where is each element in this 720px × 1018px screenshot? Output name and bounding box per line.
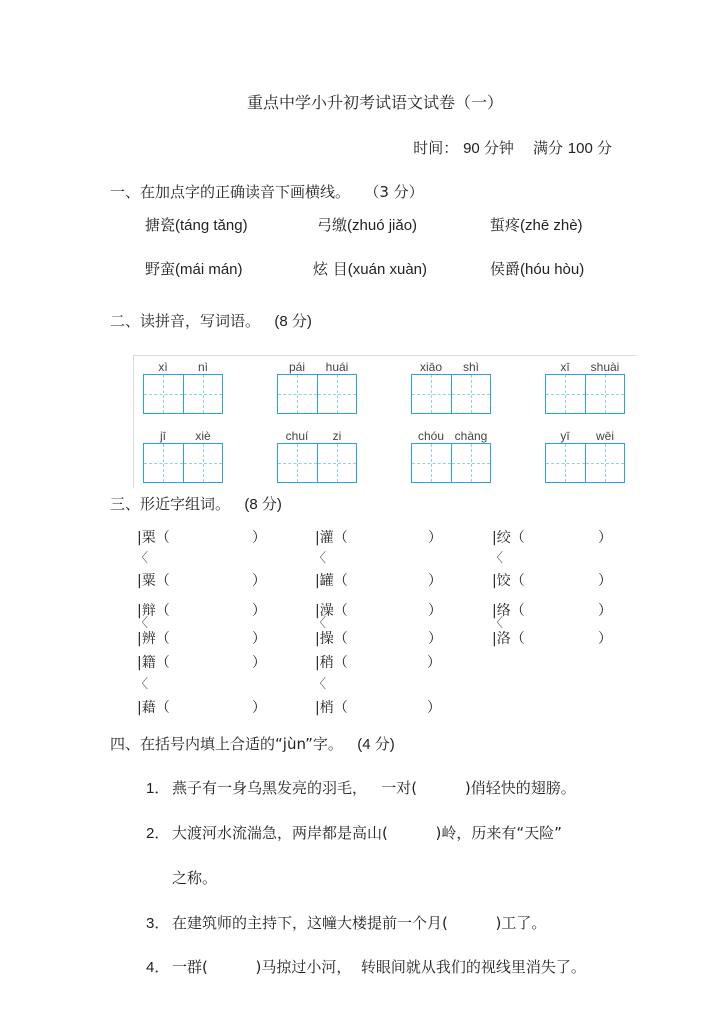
pinyin: xì [158,360,168,374]
char-b: |梢（ [315,700,348,716]
pinyin: yī [560,429,570,443]
similar-char-pair [135,652,307,716]
tian-grid[interactable] [277,374,357,414]
pinyin: shuài [590,360,620,374]
word: 野蛮 [145,260,176,278]
char-a: |澡（ [315,603,348,619]
pinyin-options[interactable]: (táng tǎng) [175,217,248,234]
pronunciation-item [490,262,584,277]
answer-blank[interactable]: ） [252,530,266,546]
char-b: |洛（ [492,631,525,647]
char-b: |藉（ [137,700,170,716]
brace-icon: 〈 [135,616,149,631]
word: 蜇疼 [490,216,521,234]
pinyin: pái [288,360,305,374]
section4-heading [110,737,395,752]
char-a: |辩（ [137,603,170,619]
pinyin-options[interactable]: (mái mán) [175,261,243,278]
brace-icon: 〈 [313,616,327,631]
answer-blank[interactable]: ） [428,573,442,589]
brace-icon: 〈 [313,676,327,692]
section3-points: (8 分) [244,496,282,513]
time-label: 时间： [413,139,459,157]
time-value: 90 分钟 [463,140,514,157]
answer-blank[interactable]: ） [428,530,442,546]
tian-grid[interactable] [545,443,625,483]
answer-blank[interactable]: ） [598,603,612,619]
word: 侯爵 [490,260,521,278]
tian-grid[interactable] [277,443,357,483]
section2-heading [110,314,312,329]
section4-title: 四、在括号内填上合适的“jùn”字。 [110,735,343,753]
answer-blank[interactable]: ） [252,655,266,671]
pinyin-options[interactable]: (zhē zhè) [520,217,583,234]
fill-in-question[interactable] [146,871,217,886]
tian-grid[interactable] [411,443,491,483]
pronunciation-item [313,262,427,277]
answer-blank[interactable]: ） [252,631,266,647]
word: 弓缴 [317,216,348,234]
tian-grid[interactable] [143,374,223,414]
question-text: 燕子有一身乌黑发亮的羽毛， 一对( )俏轻快的翅膀。 [172,779,576,797]
fill-in-question[interactable] [146,826,562,841]
answer-blank[interactable]: ） [428,631,442,647]
question-number: 4． [146,959,170,976]
answer-blank[interactable]: ） [427,700,441,716]
similar-char-pair [315,527,485,587]
pinyin: chàng [454,429,488,443]
tian-grid[interactable] [545,374,625,414]
exam-info [413,141,612,156]
tian-grid[interactable] [143,443,223,483]
pinyin: wēi [595,429,614,443]
section3-heading [110,497,282,512]
pinyin: zi [332,429,342,443]
fill-in-question[interactable] [146,960,586,975]
similar-char-pair [137,527,307,587]
pinyin-options[interactable]: (hóu hòu) [520,261,585,278]
score-label: 满分 [533,139,564,157]
brace-icon: 〈 [490,616,504,631]
question-text: 一群( )马掠过小河， 转眼间就从我们的视线里消失了。 [172,958,586,976]
word: 搪瓷 [145,216,176,234]
question-text: 之称。 [172,869,218,887]
score-value: 100 分 [567,140,612,157]
similar-char-pair [137,600,307,660]
section4-points: (4 分) [357,736,395,753]
pronunciation-item [145,218,248,233]
char-b: |饺（ [492,573,525,589]
pinyin: xī [560,360,570,374]
question-number: 2． [146,825,170,842]
pinyin: huái [325,360,349,374]
char-a: |籍（ [137,655,170,671]
pronunciation-item [490,218,583,233]
pinyin: jī [160,429,166,443]
answer-blank[interactable]: ） [598,631,612,647]
section3-title: 三、形近字组词。 [110,495,231,513]
section1-title: 一、在加点字的正确读音下画横线。 [110,183,351,201]
char-a: |稍（ [315,655,348,671]
answer-blank[interactable]: ） [252,603,266,619]
tian-grid[interactable] [411,374,491,414]
pinyin: xiāo [419,360,442,374]
answer-blank[interactable]: ） [427,655,441,671]
char-b: |罐（ [315,573,348,589]
char-b: |辨（ [137,631,170,647]
char-a: |栗（ [137,530,170,546]
fill-in-question[interactable] [146,916,546,931]
pronunciation-item [317,218,417,233]
char-a: |绞（ [492,530,525,546]
word: 炫 目 [313,260,348,278]
pinyin-options[interactable]: (zhuó jiǎo) [347,217,418,234]
brace-icon: 〈 [135,676,149,692]
similar-char-pair [492,600,662,660]
similar-char-pair [313,652,485,716]
section2-title: 二、读拼音，写词语。 [110,312,261,330]
pinyin: chóu [417,429,445,443]
pronunciation-item [145,262,243,277]
char-a: |灌（ [315,530,348,546]
section2-points: (8 分) [274,313,312,330]
fill-in-question[interactable] [146,781,576,796]
pinyin: shì [462,360,479,374]
section1-points: （3 分） [364,183,424,201]
answer-blank[interactable]: ） [252,700,266,716]
question-text: 大渡河水流湍急，两岸都是高山( )岭，历来有“天险” [172,824,562,842]
brace-icon: 〈 [313,550,327,566]
similar-char-pair [492,527,662,587]
page-title: 重点中学小升初考试语文试卷（一） [246,93,503,112]
similar-char-pair [315,600,485,660]
answer-blank[interactable]: ） [598,573,612,589]
char-a: |络（ [492,603,525,619]
brace-icon: 〈 [490,550,504,566]
question-number: 3． [146,915,170,932]
answer-blank[interactable]: ） [428,603,442,619]
brace-icon: 〈 [135,550,149,566]
pinyin-options[interactable]: (xuán xuàn) [347,261,427,278]
pinyin: xiè [195,429,211,443]
pinyin: chuí [285,429,309,443]
pinyin: nì [197,360,208,374]
char-b: |操（ [315,631,348,647]
answer-blank[interactable]: ） [598,530,612,546]
section1-heading [110,185,424,200]
answer-blank[interactable]: ） [252,573,266,589]
question-text: 在建筑师的主持下，这幢大楼提前一个月( )工了。 [172,914,547,932]
question-number: 1． [146,780,170,797]
char-b: |粟（ [137,573,170,589]
